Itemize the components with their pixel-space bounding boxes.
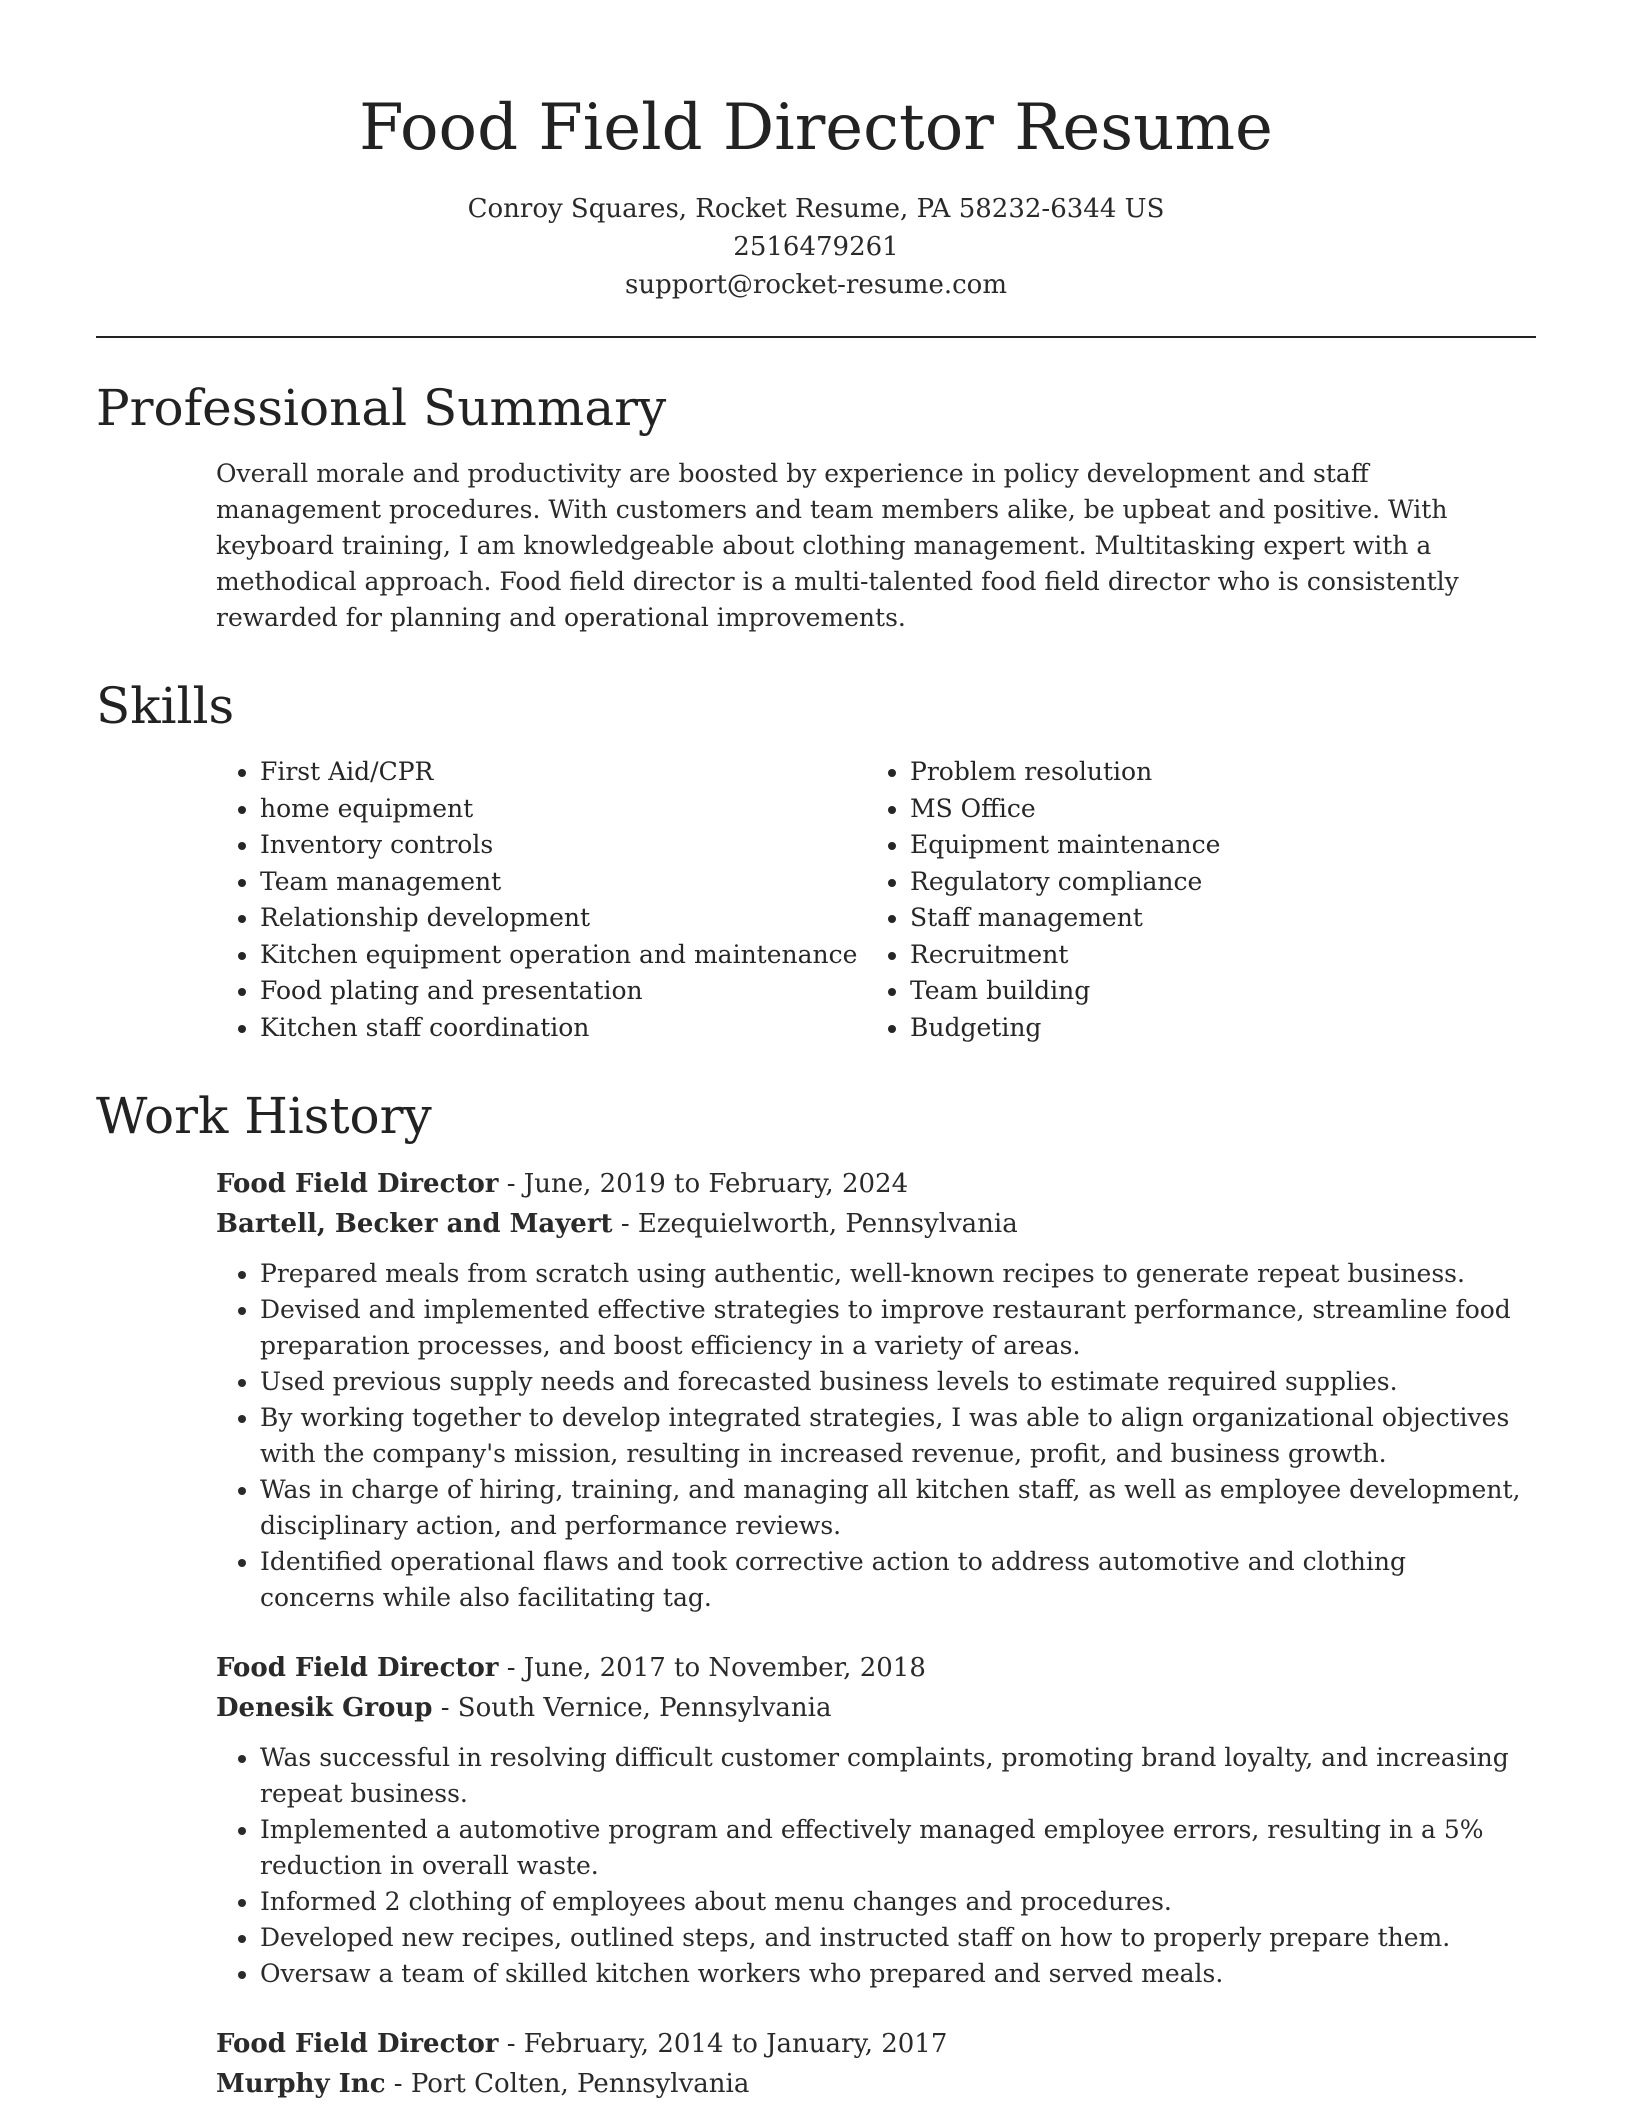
- job-dates: - February, 2014 to January, 2017: [498, 2029, 948, 2059]
- skill-item: • Kitchen staff coordination: [260, 1010, 866, 1047]
- contact-block: [96, 190, 1536, 304]
- job-bullet: • Was successful in resolving difficult customer complaints, promoting brand loyalty, and increasing repeat business.: [260, 1740, 1536, 1812]
- skill-item: • Team building: [910, 973, 1510, 1010]
- job-bullet: • By working together to develop integrated strategies, I was able to align organizational objectives with the company's mission, resulting in increased revenue, profit, and business growth.: [260, 1400, 1536, 1472]
- skill-item: • MS Office: [910, 791, 1510, 828]
- job-bullet: • Oversaw a team of skilled kitchen workers who prepared and served meals.: [260, 1956, 1536, 1992]
- job-bullets: [216, 1256, 1536, 1616]
- job-bullet: • Developed new recipes, outlined steps, and instructed staff on how to properly prepare them.: [260, 1920, 1536, 1956]
- job-company-line: [216, 1204, 1536, 1244]
- job-title-line: [216, 1164, 1536, 1204]
- contact-phone: 2516479261: [733, 232, 899, 262]
- job-bullet: • Used previous supply needs and forecasted business levels to estimate required supplies.: [260, 1364, 1536, 1400]
- contact-email: support@rocket-resume.com: [624, 270, 1007, 300]
- skill-item: • Recruitment: [910, 937, 1510, 974]
- skills-column-right: [866, 754, 1510, 1046]
- header-divider: [96, 336, 1536, 338]
- job-bullet: • Prepared meals from scratch using authentic, well-known recipes to generate repeat business.: [260, 1256, 1536, 1292]
- job-company-line: [216, 1688, 1536, 1728]
- job-location: - Ezequielworth, Pennsylvania: [612, 1209, 1018, 1239]
- skill-item: • Team management: [260, 864, 866, 901]
- skill-item: • Equipment maintenance: [910, 827, 1510, 864]
- job-company: Bartell, Becker and Mayert: [216, 1209, 613, 1239]
- skill-item: • Food plating and presentation: [260, 973, 866, 1010]
- resume-title: Food Field Director Resume: [359, 91, 1273, 165]
- job-company: Denesik Group: [216, 1693, 433, 1723]
- job-entry-3: [216, 2024, 1536, 2104]
- resume-page: [96, 0, 1536, 2104]
- contact-address: Conroy Squares, Rocket Resume, PA 58232-6344 US: [467, 194, 1165, 224]
- skill-item: • Kitchen equipment operation and maintenance: [260, 937, 866, 974]
- job-location: - South Vernice, Pennsylvania: [432, 1693, 832, 1723]
- skill-item: • Budgeting: [910, 1010, 1510, 1047]
- job-company: Murphy Inc: [216, 2069, 386, 2099]
- job-title: Food Field Director: [216, 1169, 499, 1199]
- job-title-line: [216, 1648, 1536, 1688]
- section-title-work-history: Work History: [96, 1087, 432, 1145]
- skills-column-left: [216, 754, 866, 1046]
- job-title-line: [216, 2024, 1536, 2064]
- section-title-skills: Skills: [96, 677, 235, 735]
- skill-item: • Regulatory compliance: [910, 864, 1510, 901]
- job-title: Food Field Director: [216, 2029, 499, 2059]
- skill-item: • home equipment: [260, 791, 866, 828]
- job-bullets: [216, 1740, 1536, 1992]
- job-bullet: • Implemented a automotive program and effectively managed employee errors, resulting in a 5% reduction in overall waste.: [260, 1812, 1536, 1884]
- job-bullet: • Identified operational flaws and took corrective action to address automotive and clothing concerns while also facilitating tag.: [260, 1544, 1536, 1616]
- job-dates: - June, 2019 to February, 2024: [498, 1169, 909, 1199]
- job-location: - Port Colten, Pennsylvania: [385, 2069, 750, 2099]
- skill-item: • First Aid/CPR: [260, 754, 866, 791]
- skill-item: • Inventory controls: [260, 827, 866, 864]
- job-title: Food Field Director: [216, 1653, 499, 1683]
- skills-list: [216, 754, 1536, 1046]
- skill-item: • Relationship development: [260, 900, 866, 937]
- job-bullet: • Devised and implemented effective strategies to improve restaurant performance, streamline food preparation processes, and boost efficiency in a variety of areas.: [260, 1292, 1536, 1364]
- job-dates: - June, 2017 to November, 2018: [498, 1653, 926, 1683]
- section-title-summary: Professional Summary: [96, 379, 667, 437]
- job-entry-2: [216, 1648, 1536, 1992]
- job-bullet: • Was in charge of hiring, training, and managing all kitchen staff, as well as employee development, disciplinary action, and performance reviews.: [260, 1472, 1536, 1544]
- skill-item: • Problem resolution: [910, 754, 1510, 791]
- job-bullet: • Informed 2 clothing of employees about menu changes and procedures.: [260, 1884, 1536, 1920]
- job-entry-1: [216, 1164, 1536, 1616]
- skill-item: • Staff management: [910, 900, 1510, 937]
- summary-text: Overall morale and productivity are boosted by experience in policy development and staff management procedures. With customers and team members alike, be upbeat and positive. With keyboard training, I am knowledgeable about clothing management. Multitasking expert with a methodical approach. Food field director is a multi-talented food field director who is consistently rewarded for planning and operational improvements.: [216, 459, 1459, 632]
- job-company-line: [216, 2064, 1536, 2104]
